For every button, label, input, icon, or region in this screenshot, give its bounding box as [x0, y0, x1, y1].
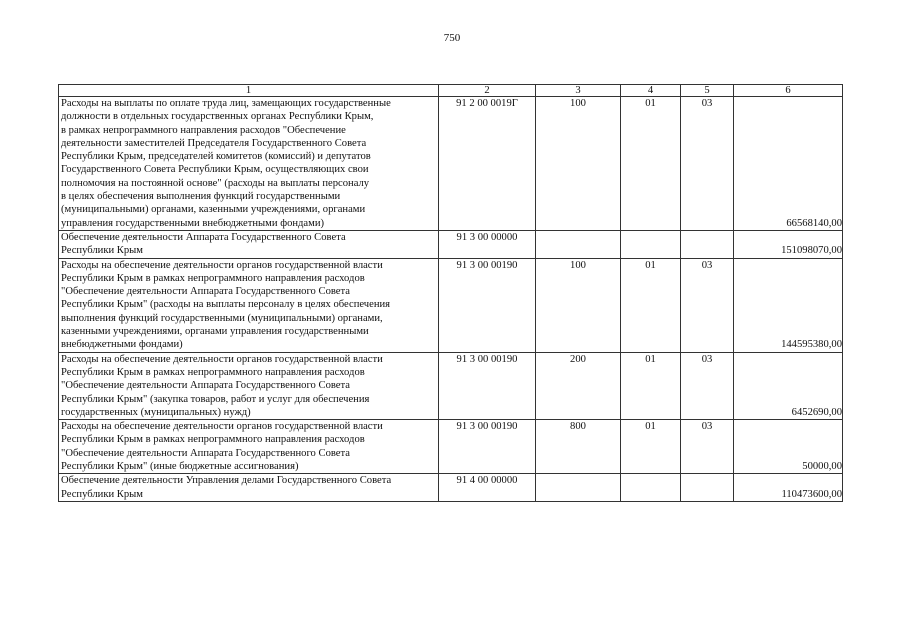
description-cell: Расходы на обеспечение деятельности органов государственной власти Республики Крым в рамках непрограммного направления расходов "Обеспечение деятельности Аппарата Государственного Совета Республики Крым" (иные бюджетные ассигнования)	[59, 420, 439, 474]
expense-type-cell: 200	[536, 352, 621, 419]
header-cell: 6	[734, 85, 843, 97]
subsection-cell: 03	[681, 352, 734, 419]
amount-cell: 110473600,00	[734, 474, 843, 502]
amount-cell: 144595380,00	[734, 258, 843, 352]
expense-type-cell: 100	[536, 258, 621, 352]
header-cell: 2	[439, 85, 536, 97]
section-cell: 01	[621, 97, 681, 231]
expense-type-cell: 800	[536, 420, 621, 474]
section-cell: 01	[621, 420, 681, 474]
table-row	[59, 352, 843, 419]
page-number: 750	[443, 32, 461, 44]
code-cell: 91 3 00 00190	[439, 352, 536, 419]
amount-cell: 50000,00	[734, 420, 843, 474]
code-cell: 91 3 00 00190	[439, 258, 536, 352]
subsection-cell	[681, 230, 734, 258]
header-cell: 5	[681, 85, 734, 97]
amount-cell: 6452690,00	[734, 352, 843, 419]
subsection-cell	[681, 474, 734, 502]
section-cell: 01	[621, 352, 681, 419]
budget-table	[58, 84, 843, 502]
expense-type-cell: 100	[536, 97, 621, 231]
code-cell: 91 3 00 00000	[439, 230, 536, 258]
section-cell: 01	[621, 258, 681, 352]
amount-cell: 151098070,00	[734, 230, 843, 258]
table-row	[59, 420, 843, 474]
table-header-row	[59, 85, 843, 97]
description-cell: Обеспечение деятельности Аппарата Государственного Совета Республики Крым	[59, 230, 439, 258]
expense-type-cell	[536, 474, 621, 502]
section-cell	[621, 474, 681, 502]
amount-cell: 66568140,00	[734, 97, 843, 231]
table-row	[59, 258, 843, 352]
subsection-cell: 03	[681, 420, 734, 474]
header-cell: 1	[59, 85, 439, 97]
code-cell: 91 3 00 00190	[439, 420, 536, 474]
description-cell: Расходы на выплаты по оплате труда лиц, замещающих государственные должности в отдельных государственных органах Республики Крым, в рамках непрограммного направления расходов "Обеспечение деятельности заместителей Председателя Государственного Совета Республики Крым, председателей комитетов (комиссий) и депутатов Государственного Совета Республики Крым, осуществляющих свои полномочия на постоянной основе" (расходы на выплаты персоналу в целях обеспечения выполнения функций государственными (муниципальными) органами, казенными учреждениями, органами управления государственными внебюджетными фондами)	[59, 97, 439, 231]
table-row	[59, 474, 843, 502]
description-cell: Расходы на обеспечение деятельности органов государственной власти Республики Крым в рамках непрограммного направления расходов "Обеспечение деятельности Аппарата Государственного Совета Республики Крым" (расходы на выплаты персоналу в целях обеспечения выполнения функций государственными (муниципальными) органами, казенными учреждениями, органами управления государственными внебюджетными фондами)	[59, 258, 439, 352]
header-cell: 4	[621, 85, 681, 97]
code-cell: 91 4 00 00000	[439, 474, 536, 502]
section-cell	[621, 230, 681, 258]
expense-type-cell	[536, 230, 621, 258]
subsection-cell: 03	[681, 258, 734, 352]
description-cell: Обеспечение деятельности Управления делами Государственного Совета Республики Крым	[59, 474, 439, 502]
table-row	[59, 97, 843, 231]
description-cell: Расходы на обеспечение деятельности органов государственной власти Республики Крым в рамках непрограммного направления расходов "Обеспечение деятельности Аппарата Государственного Совета Республики Крым" (закупка товаров, работ и услуг для обеспечения государственных (муниципальных) нужд)	[59, 352, 439, 419]
table-row	[59, 230, 843, 258]
header-cell: 3	[536, 85, 621, 97]
subsection-cell: 03	[681, 97, 734, 231]
code-cell: 91 2 00 0019Г	[439, 97, 536, 231]
